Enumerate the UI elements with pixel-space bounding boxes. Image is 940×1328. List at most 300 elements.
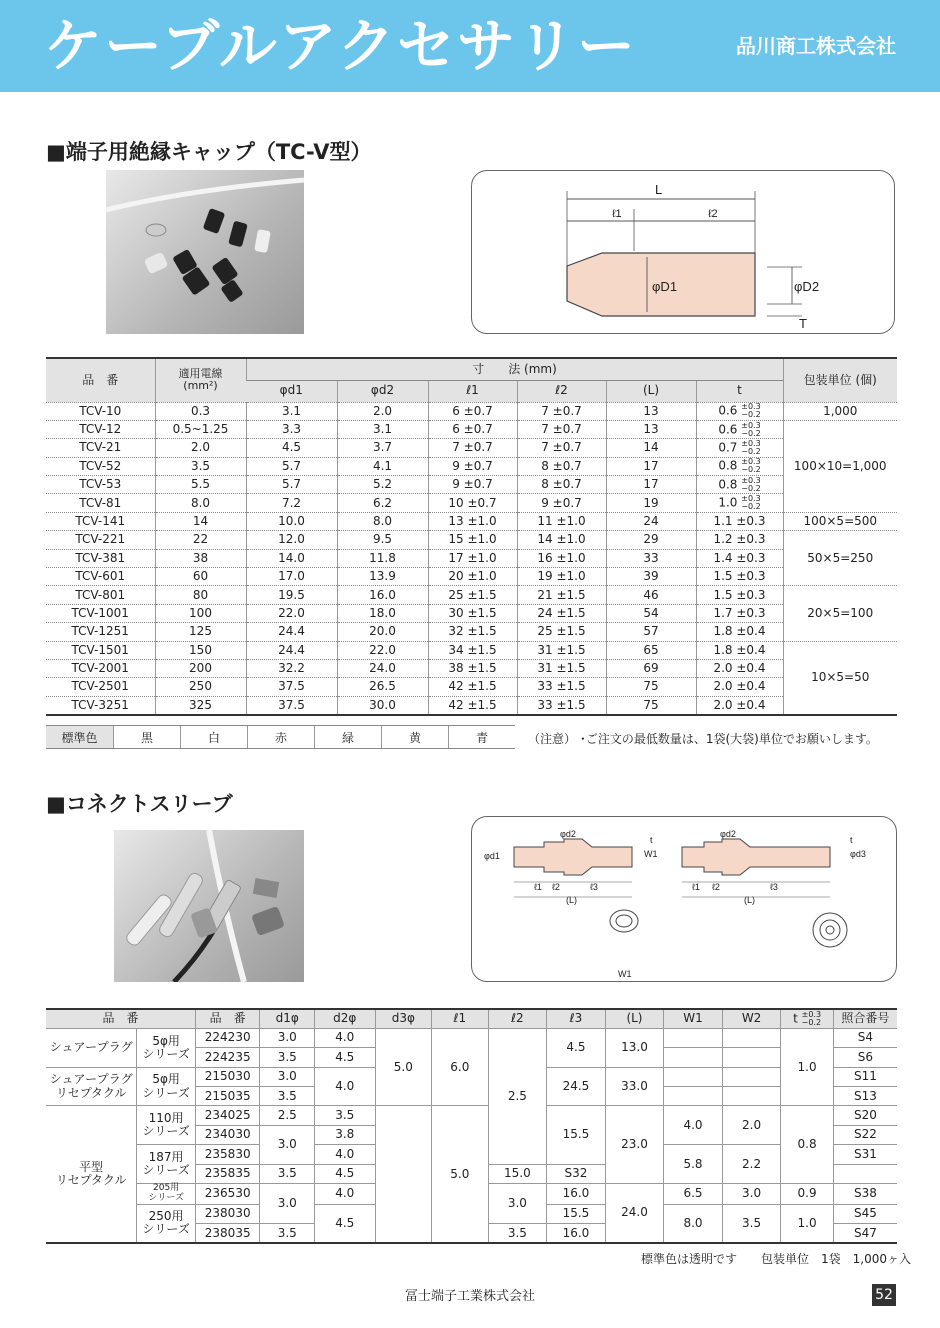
pack-unit-cell: 100×5=500 <box>783 512 897 530</box>
L-cell: 24 <box>606 512 696 530</box>
d2-cell: 9.5 <box>337 531 428 549</box>
header-row <box>46 1009 897 1028</box>
header-banner <box>0 0 940 92</box>
table-cell: 2.2 <box>722 1145 781 1184</box>
wire-cell: 80 <box>155 586 246 604</box>
label-D1: φD1 <box>652 279 678 294</box>
table-row <box>46 641 897 659</box>
table-cell <box>722 1048 781 1067</box>
table-cell: 5.8 <box>664 1145 723 1184</box>
table-cell: 16.0 <box>547 1184 606 1205</box>
table-cell <box>722 1067 781 1086</box>
part-cell: TCV-801 <box>46 586 155 604</box>
table-cell: 品 番 <box>46 1009 195 1028</box>
d2-cell: 18.0 <box>337 604 428 622</box>
label-D2: φD2 <box>794 279 820 294</box>
table-cell: 24.5 <box>547 1067 606 1106</box>
t-cell: 0.6 ±0.3 −0.2 <box>696 402 783 420</box>
header-l1: ℓ1 <box>428 380 517 402</box>
label-T: T <box>799 316 807 331</box>
part-cell: TCV-381 <box>46 549 155 567</box>
wire-cell: 250 <box>155 678 246 696</box>
label-d3: φd3 <box>850 849 866 859</box>
l2-cell: 33 ±1.5 <box>517 696 606 714</box>
label-t: t <box>650 835 653 845</box>
l2-cell: 9 ±0.7 <box>517 494 606 512</box>
t-cell: 2.0 ±0.4 <box>696 696 783 714</box>
t-cell: 1.4 ±0.3 <box>696 549 783 567</box>
t-cell: 1.5 ±0.3 <box>696 568 783 586</box>
label-l2: ℓ2 <box>708 208 718 220</box>
table-cell: 3.0 <box>260 1125 315 1164</box>
table-row <box>46 604 897 622</box>
L-cell: 29 <box>606 531 696 549</box>
L-cell: 19 <box>606 494 696 512</box>
label-W1-top: W1 <box>644 849 658 859</box>
table-cell: 238035 <box>195 1224 260 1243</box>
company-name: 品川商工株式会社 <box>736 34 896 58</box>
product-photo-sleeves <box>114 830 304 982</box>
table-cell: 5.0 <box>432 1106 489 1243</box>
header-wire: 適用電線 (mm²) <box>155 358 246 402</box>
part-cell: TCV-3251 <box>46 696 155 714</box>
l2-cell: 7 ±0.7 <box>517 439 606 457</box>
table-cell: ℓ1 <box>432 1009 489 1028</box>
l1-cell: 6 ±0.7 <box>428 402 517 420</box>
L-cell: 75 <box>606 678 696 696</box>
label-l3-b: ℓ3 <box>770 882 778 892</box>
table-cell: 15.5 <box>547 1204 606 1223</box>
table-cell <box>375 1106 432 1243</box>
d1-cell: 10.0 <box>246 512 337 530</box>
L-cell: 13 <box>606 420 696 438</box>
wire-cell: 22 <box>155 531 246 549</box>
table-cell: S13 <box>833 1087 897 1106</box>
table-cell: 3.0 <box>722 1184 781 1205</box>
l1-cell: 17 ±1.0 <box>428 549 517 567</box>
l2-cell: 31 ±1.5 <box>517 659 606 677</box>
table-cell: 照合番号 <box>833 1009 897 1028</box>
table-row <box>46 659 897 677</box>
d1-cell: 5.7 <box>246 476 337 494</box>
table-cell: 15.0 <box>488 1164 547 1183</box>
header-t: t ±0.3 −0.2 <box>781 1009 833 1028</box>
l2-cell: 24 ±1.5 <box>517 604 606 622</box>
d1-cell: 19.5 <box>246 586 337 604</box>
l2-cell: 31 ±1.5 <box>517 641 606 659</box>
table-cell: 3.5 <box>722 1204 781 1243</box>
L-cell: 69 <box>606 659 696 677</box>
color-red: 赤 <box>247 726 314 748</box>
t-cell: 1.5 ±0.3 <box>696 586 783 604</box>
label-W1-bottom: W1 <box>618 969 632 979</box>
order-note: （注意） ･ご注文の最低数量は、1袋(大袋)単位でお願いします。 <box>528 732 878 746</box>
l2-cell: 19 ±1.0 <box>517 568 606 586</box>
table-cell: シュアープラグ リセプタクル <box>46 1067 137 1106</box>
table-cell: 3.0 <box>260 1184 315 1224</box>
L-cell: 17 <box>606 476 696 494</box>
d2-cell: 3.7 <box>337 439 428 457</box>
table-cell <box>722 1087 781 1106</box>
table-row <box>46 494 897 512</box>
table-cell: 234025 <box>195 1106 260 1125</box>
d1-cell: 22.0 <box>246 604 337 622</box>
table-row <box>46 696 897 714</box>
l2-cell: 21 ±1.5 <box>517 586 606 604</box>
label-l3-a: ℓ3 <box>590 882 598 892</box>
table-cell: S20 <box>833 1106 897 1125</box>
table-cell <box>722 1028 781 1047</box>
d2-cell: 24.0 <box>337 659 428 677</box>
d1-cell: 37.5 <box>246 696 337 714</box>
l2-cell: 7 ±0.7 <box>517 420 606 438</box>
table-cell: 4.0 <box>664 1106 723 1145</box>
table-cell: S4 <box>833 1028 897 1047</box>
t-cell: 2.0 ±0.4 <box>696 659 783 677</box>
page-number: 52 <box>872 1284 896 1306</box>
table-cell: 187用 シリーズ <box>137 1145 196 1184</box>
wire-cell: 2.0 <box>155 439 246 457</box>
l2-cell: 8 ±0.7 <box>517 457 606 475</box>
color-white: 白 <box>180 726 247 748</box>
table-row <box>46 549 897 567</box>
d2-cell: 6.2 <box>337 494 428 512</box>
table-cell: 23.0 <box>605 1106 664 1184</box>
l2-cell: 25 ±1.5 <box>517 623 606 641</box>
section-title-connect-sleeve: ■コネクトスリーブ <box>46 792 233 816</box>
part-cell: TCV-2501 <box>46 678 155 696</box>
table-row <box>46 1106 897 1125</box>
t-cell: 1.8 ±0.4 <box>696 623 783 641</box>
label-d2-b: φd2 <box>720 829 736 839</box>
table-cell: 5φ用 シリーズ <box>137 1067 196 1106</box>
wire-cell: 0.3 <box>155 402 246 420</box>
table-row <box>46 512 897 530</box>
d1-cell: 3.1 <box>246 402 337 420</box>
L-cell: 46 <box>606 586 696 604</box>
connect-sleeve-rows <box>46 1009 897 1243</box>
label-l1: ℓ1 <box>612 208 622 220</box>
L-cell: 33 <box>606 549 696 567</box>
table-cell: 6.0 <box>432 1028 489 1106</box>
d1-cell: 7.2 <box>246 494 337 512</box>
header-d2: φd2 <box>337 380 428 402</box>
table-cell: 235835 <box>195 1164 260 1183</box>
section-title-insulation-cap: ■端子用絶縁キャップ（TC-V型） <box>46 140 372 164</box>
L-cell: 54 <box>606 604 696 622</box>
d2-cell: 20.0 <box>337 623 428 641</box>
table-cell: 3.0 <box>260 1028 315 1047</box>
sleeve-note: 標準色は透明です 包装単位 1袋 1,000ヶ入 <box>641 1252 911 1266</box>
l1-cell: 34 ±1.5 <box>428 641 517 659</box>
table-cell: 3.0 <box>488 1184 547 1224</box>
table-cell: 6.5 <box>664 1184 723 1205</box>
table-cell: 3.8 <box>314 1125 375 1144</box>
d2-cell: 11.8 <box>337 549 428 567</box>
wire-cell: 200 <box>155 659 246 677</box>
part-cell: TCV-141 <box>46 512 155 530</box>
l1-cell: 7 ±0.7 <box>428 439 517 457</box>
table-row <box>46 531 897 549</box>
l1-cell: 13 ±1.0 <box>428 512 517 530</box>
table-row <box>46 568 897 586</box>
table-cell: 33.0 <box>605 1067 664 1106</box>
l1-cell: 38 ±1.5 <box>428 659 517 677</box>
label-L-b: (L) <box>744 895 755 905</box>
table-cell: 0.8 <box>781 1106 833 1184</box>
l1-cell: 25 ±1.5 <box>428 586 517 604</box>
t-cell: 1.1 ±0.3 <box>696 512 783 530</box>
d1-cell: 3.3 <box>246 420 337 438</box>
table-cell: S32 <box>547 1164 606 1183</box>
t-cell: 1.0 ±0.3 −0.2 <box>696 494 783 512</box>
part-cell: TCV-2001 <box>46 659 155 677</box>
table-cell: ℓ2 <box>488 1009 547 1028</box>
table-row <box>46 476 897 494</box>
table-cell: 3.5 <box>260 1048 315 1067</box>
label-t-b: t <box>850 835 853 845</box>
part-cell: TCV-10 <box>46 402 155 420</box>
standard-color-label: 標準色 <box>46 726 113 748</box>
table-cell: 5φ用 シリーズ <box>137 1028 196 1067</box>
table-row <box>46 1028 897 1047</box>
d2-cell: 22.0 <box>337 641 428 659</box>
table-cell: 4.5 <box>314 1164 375 1183</box>
label-l1-a: ℓ1 <box>534 882 542 892</box>
color-black: 黒 <box>113 726 180 748</box>
table-cell: 16.0 <box>547 1224 606 1243</box>
l2-cell: 14 ±1.0 <box>517 531 606 549</box>
d1-cell: 32.2 <box>246 659 337 677</box>
wire-cell: 125 <box>155 623 246 641</box>
d2-cell: 4.1 <box>337 457 428 475</box>
wire-cell: 0.5~1.25 <box>155 420 246 438</box>
d2-cell: 5.2 <box>337 476 428 494</box>
wire-cell: 5.5 <box>155 476 246 494</box>
table-cell <box>664 1028 723 1047</box>
t-cell: 2.0 ±0.4 <box>696 678 783 696</box>
sleeves-illustration <box>114 830 304 982</box>
table-cell: シュアープラグ <box>46 1028 137 1067</box>
l1-cell: 20 ±1.0 <box>428 568 517 586</box>
table-cell: 0.9 <box>781 1184 833 1205</box>
part-cell: TCV-53 <box>46 476 155 494</box>
table-cell: 235830 <box>195 1145 260 1164</box>
color-yellow: 黄 <box>381 726 448 748</box>
L-cell: 75 <box>606 696 696 714</box>
table-cell: 5.0 <box>375 1028 432 1106</box>
table-cell: 205用 シリーズ <box>137 1184 196 1205</box>
l2-cell: 33 ±1.5 <box>517 678 606 696</box>
table-cell: 3.5 <box>314 1106 375 1125</box>
pack-unit-cell: 20×5=100 <box>783 586 897 641</box>
wire-cell: 8.0 <box>155 494 246 512</box>
table-cell: 238030 <box>195 1204 260 1223</box>
table-cell: 13.0 <box>605 1028 664 1067</box>
table-cell: 3.5 <box>260 1164 315 1183</box>
part-cell: TCV-21 <box>46 439 155 457</box>
cap-dimension-diagram <box>471 170 895 334</box>
t-cell: 1.7 ±0.3 <box>696 604 783 622</box>
page-title: ケーブルアクセサリー <box>44 12 638 80</box>
table-cell: 250用 シリーズ <box>137 1204 196 1243</box>
table-cell: 15.5 <box>547 1106 606 1164</box>
table-cell: 224230 <box>195 1028 260 1047</box>
table-cell: ℓ3 <box>547 1009 606 1028</box>
table-cell: 3.5 <box>488 1224 547 1243</box>
l1-cell: 15 ±1.0 <box>428 531 517 549</box>
table-cell: W1 <box>664 1009 723 1028</box>
l1-cell: 9 ±0.7 <box>428 457 517 475</box>
table-row <box>46 678 897 696</box>
l2-cell: 8 ±0.7 <box>517 476 606 494</box>
table-cell: 215035 <box>195 1087 260 1106</box>
label-L-a: (L) <box>566 895 577 905</box>
part-cell: TCV-601 <box>46 568 155 586</box>
table-cell: 24.0 <box>605 1184 664 1244</box>
color-green: 緑 <box>314 726 381 748</box>
label-l2-a: ℓ2 <box>552 882 560 892</box>
label-d1: φd1 <box>484 851 500 861</box>
part-cell: TCV-52 <box>46 457 155 475</box>
t-cell: 1.8 ±0.4 <box>696 641 783 659</box>
table-row <box>46 439 897 457</box>
L-cell: 13 <box>606 402 696 420</box>
d1-cell: 14.0 <box>246 549 337 567</box>
header-l2: ℓ2 <box>517 380 606 402</box>
table-cell: 4.0 <box>314 1067 375 1106</box>
connect-sleeve-table <box>46 1008 897 1244</box>
l1-cell: 42 ±1.5 <box>428 678 517 696</box>
table-cell: d3φ <box>375 1009 432 1028</box>
color-blue: 青 <box>448 726 515 748</box>
d2-cell: 26.5 <box>337 678 428 696</box>
pack-unit-cell: 100×10=1,000 <box>783 420 897 512</box>
d1-cell: 24.4 <box>246 641 337 659</box>
l1-cell: 10 ±0.7 <box>428 494 517 512</box>
pack-unit-cell: 50×5=250 <box>783 531 897 586</box>
l1-cell: 32 ±1.5 <box>428 623 517 641</box>
table-cell: 品 番 <box>195 1009 260 1028</box>
d1-cell: 4.5 <box>246 439 337 457</box>
header-d1: φd1 <box>246 380 337 402</box>
t-cell: 0.6 ±0.3 −0.2 <box>696 420 783 438</box>
table-cell <box>664 1067 723 1086</box>
table-cell: 4.0 <box>314 1028 375 1047</box>
label-l2-b: ℓ2 <box>712 882 720 892</box>
d2-cell: 8.0 <box>337 512 428 530</box>
wire-cell: 38 <box>155 549 246 567</box>
standard-color-row <box>46 725 515 749</box>
table-cell: 3.0 <box>260 1067 315 1086</box>
l1-cell: 6 ±0.7 <box>428 420 517 438</box>
table-cell: S22 <box>833 1125 897 1144</box>
d1-cell: 12.0 <box>246 531 337 549</box>
wire-cell: 150 <box>155 641 246 659</box>
table-cell: 4.5 <box>547 1028 606 1067</box>
header-pack: 包装単位 (個) <box>783 358 897 402</box>
label-l1-b: ℓ1 <box>692 882 700 892</box>
table-cell: 224235 <box>195 1048 260 1067</box>
table-cell: S45 <box>833 1204 897 1223</box>
sleeve-dimension-diagram <box>471 816 897 982</box>
product-photo-caps <box>106 170 304 334</box>
wire-cell: 100 <box>155 604 246 622</box>
t-cell: 0.8 ±0.3 −0.2 <box>696 476 783 494</box>
footer-maker: 冨士端子工業株式会社 <box>404 1289 535 1304</box>
d2-cell: 13.9 <box>337 568 428 586</box>
table-cell: 4.0 <box>314 1145 375 1164</box>
table-cell: d1φ <box>260 1009 315 1028</box>
d1-cell: 5.7 <box>246 457 337 475</box>
d2-cell: 3.1 <box>337 420 428 438</box>
table-cell <box>664 1048 723 1067</box>
wire-cell: 325 <box>155 696 246 714</box>
table-cell: 平型 リセプタクル <box>46 1106 137 1243</box>
table-row <box>46 402 897 420</box>
caps-illustration <box>106 170 304 334</box>
L-cell: 17 <box>606 457 696 475</box>
label-d2: φd2 <box>560 829 576 839</box>
table-cell: 236530 <box>195 1184 260 1205</box>
table-cell: 3.5 <box>260 1224 315 1243</box>
table-cell: S6 <box>833 1048 897 1067</box>
t-cell: 0.8 ±0.3 −0.2 <box>696 457 783 475</box>
wire-cell: 3.5 <box>155 457 246 475</box>
l2-cell: 11 ±1.0 <box>517 512 606 530</box>
header-t: t <box>696 380 783 402</box>
part-cell: TCV-12 <box>46 420 155 438</box>
table-cell: 1.0 <box>781 1204 833 1243</box>
table-cell: 4.5 <box>314 1204 375 1243</box>
table-cell: 1.0 <box>781 1028 833 1106</box>
table-cell: (L) <box>605 1009 664 1028</box>
table-cell: 110用 シリーズ <box>137 1106 196 1145</box>
l2-cell: 16 ±1.0 <box>517 549 606 567</box>
L-cell: 39 <box>606 568 696 586</box>
table-cell <box>664 1087 723 1106</box>
table-cell: 215030 <box>195 1067 260 1086</box>
insulation-cap-rows <box>46 402 897 715</box>
l1-cell: 9 ±0.7 <box>428 476 517 494</box>
table-row <box>46 586 897 604</box>
l1-cell: 30 ±1.5 <box>428 604 517 622</box>
table-cell: 8.0 <box>664 1204 723 1243</box>
header-part: 品 番 <box>82 372 119 387</box>
L-cell: 65 <box>606 641 696 659</box>
wire-cell: 60 <box>155 568 246 586</box>
table-cell: 2.0 <box>722 1106 781 1145</box>
d2-cell: 16.0 <box>337 586 428 604</box>
table-cell: S47 <box>833 1224 897 1243</box>
table-cell: 4.0 <box>314 1184 375 1205</box>
table-cell: S11 <box>833 1067 897 1086</box>
part-cell: TCV-81 <box>46 494 155 512</box>
d1-cell: 37.5 <box>246 678 337 696</box>
table-cell: 2.5 <box>488 1028 547 1164</box>
table-row <box>46 457 897 475</box>
part-cell: TCV-1501 <box>46 641 155 659</box>
L-cell: 57 <box>606 623 696 641</box>
table-cell: W2 <box>722 1009 781 1028</box>
wire-cell: 14 <box>155 512 246 530</box>
d1-cell: 17.0 <box>246 568 337 586</box>
table-cell: S38 <box>833 1184 897 1205</box>
table-row <box>46 420 897 438</box>
part-cell: TCV-1001 <box>46 604 155 622</box>
part-cell: TCV-1251 <box>46 623 155 641</box>
t-cell: 0.7 ±0.3 −0.2 <box>696 439 783 457</box>
